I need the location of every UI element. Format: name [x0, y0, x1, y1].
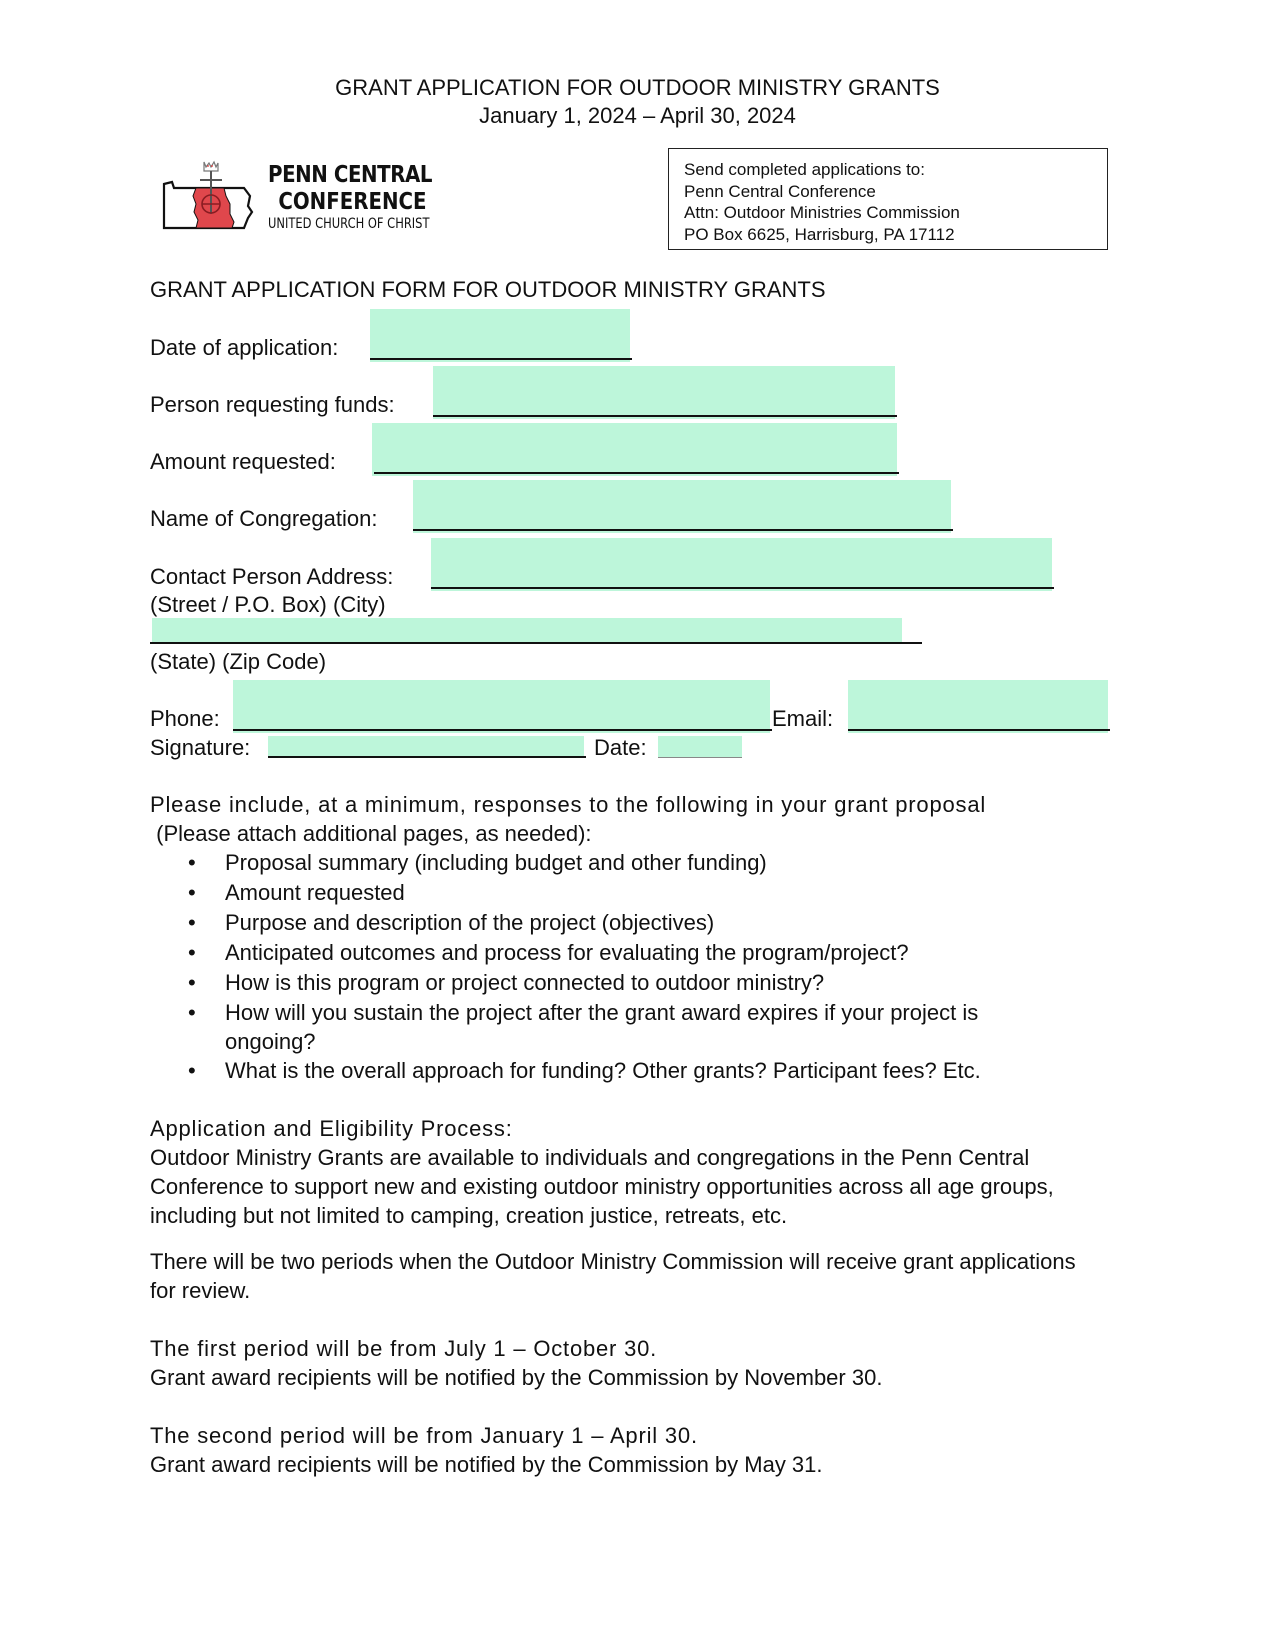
second-period-notification: Grant award recipients will be notified by the Commission by May 31.	[150, 1452, 823, 1477]
phone-label: Phone:	[150, 706, 220, 731]
state-zip-field[interactable]	[152, 618, 902, 644]
signature-date-label: Date:	[594, 735, 647, 760]
send-to-organization: Penn Central Conference	[684, 181, 876, 201]
review-periods-paragraph: There will be two periods when the Outdoor Ministry Commission will receive grant applications for review.	[150, 1249, 1076, 1303]
contact-address-field[interactable]	[431, 538, 1052, 591]
send-to-address: PO Box 6625, Harrisburg, PA 17112	[684, 224, 955, 244]
email-underline	[848, 729, 1110, 731]
signature-field[interactable]	[268, 736, 584, 758]
contact-address-sublabel: (Street / P.O. Box) (City)	[150, 592, 386, 617]
person-requesting-underline	[433, 415, 897, 417]
requirements-list	[150, 848, 1090, 1086]
signature-date-underline	[658, 757, 742, 758]
date-of-application-label: Date of application:	[150, 335, 339, 360]
list-item: • How is this program or project connected to outdoor ministry?	[150, 968, 1090, 998]
contact-address-label: Contact Person Address:	[150, 564, 394, 589]
eligibility-paragraph: Outdoor Ministry Grants are available to individuals and congregations in the Penn Central Conference to support new and existing outdoor ministry opportunities across all age groups, including but not limited to camping, creation justice, retreats, etc.	[150, 1145, 1054, 1228]
list-item: • Anticipated outcomes and process for evaluating the program/project?	[150, 938, 1090, 968]
contact-address-underline	[431, 587, 1054, 589]
person-requesting-label: Person requesting funds:	[150, 392, 395, 417]
pennsylvania-map-cross-crown-icon	[160, 160, 260, 240]
second-period: The second period will be from January 1 – April 30.	[150, 1423, 698, 1448]
first-period: The first period will be from July 1 – October 30.	[150, 1336, 658, 1361]
requirements-intro-note: (Please attach additional pages, as needed):	[150, 821, 592, 846]
logo-name-line2: CONFERENCE	[278, 189, 427, 215]
first-period-notification: Grant award recipients will be notified by the Commission by November 30.	[150, 1365, 883, 1390]
email-label: Email:	[772, 706, 834, 731]
congregation-label: Name of Congregation:	[150, 506, 378, 531]
congregation-underline	[413, 529, 953, 531]
amount-requested-underline	[374, 472, 899, 474]
signature-label: Signature:	[150, 735, 251, 760]
signature-date-field[interactable]	[658, 736, 742, 758]
phone-underline	[233, 729, 772, 731]
penn-central-logo	[160, 160, 450, 240]
logo-tagline: UNITED CHURCH OF CHRIST	[268, 216, 430, 232]
person-requesting-field[interactable]	[433, 366, 895, 419]
form-heading: GRANT APPLICATION FORM FOR OUTDOOR MINISTRY GRANTS	[150, 277, 826, 302]
date-range: January 1, 2024 – April 30, 2024	[479, 103, 796, 128]
state-zip-label: (State) (Zip Code)	[150, 649, 327, 674]
document-title: GRANT APPLICATION FOR OUTDOOR MINISTRY GRANTS	[335, 75, 940, 100]
list-item: • Amount requested	[150, 878, 1090, 908]
logo-name-line1: PENN CENTRAL	[268, 162, 433, 188]
mailing-address-box	[668, 148, 1108, 250]
send-to-attention: Attn: Outdoor Ministries Commission	[684, 203, 960, 222]
list-item: • What is the overall approach for funding? Other grants? Participant fees? Etc.	[150, 1056, 1090, 1086]
congregation-field[interactable]	[413, 480, 951, 533]
date-of-application-field[interactable]	[370, 309, 630, 362]
signature-underline	[268, 756, 586, 758]
send-to-line: Send completed applications to:	[684, 160, 925, 179]
list-item: • Purpose and description of the project (objectives)	[150, 908, 1090, 938]
phone-field[interactable]	[233, 680, 770, 733]
eligibility-heading: Application and Eligibility Process:	[150, 1116, 513, 1141]
email-field[interactable]	[848, 680, 1108, 733]
amount-requested-field[interactable]	[372, 423, 897, 476]
list-item: • Proposal summary (including budget and other funding)	[150, 848, 1090, 878]
requirements-intro: Please include, at a minimum, responses to the following in your grant proposal	[150, 792, 987, 817]
amount-requested-label: Amount requested:	[150, 449, 336, 474]
date-of-application-underline	[370, 358, 632, 360]
state-zip-underline	[150, 642, 922, 644]
list-item: • How will you sustain the project after the grant award expires if your project is ongoing?	[150, 998, 1090, 1056]
